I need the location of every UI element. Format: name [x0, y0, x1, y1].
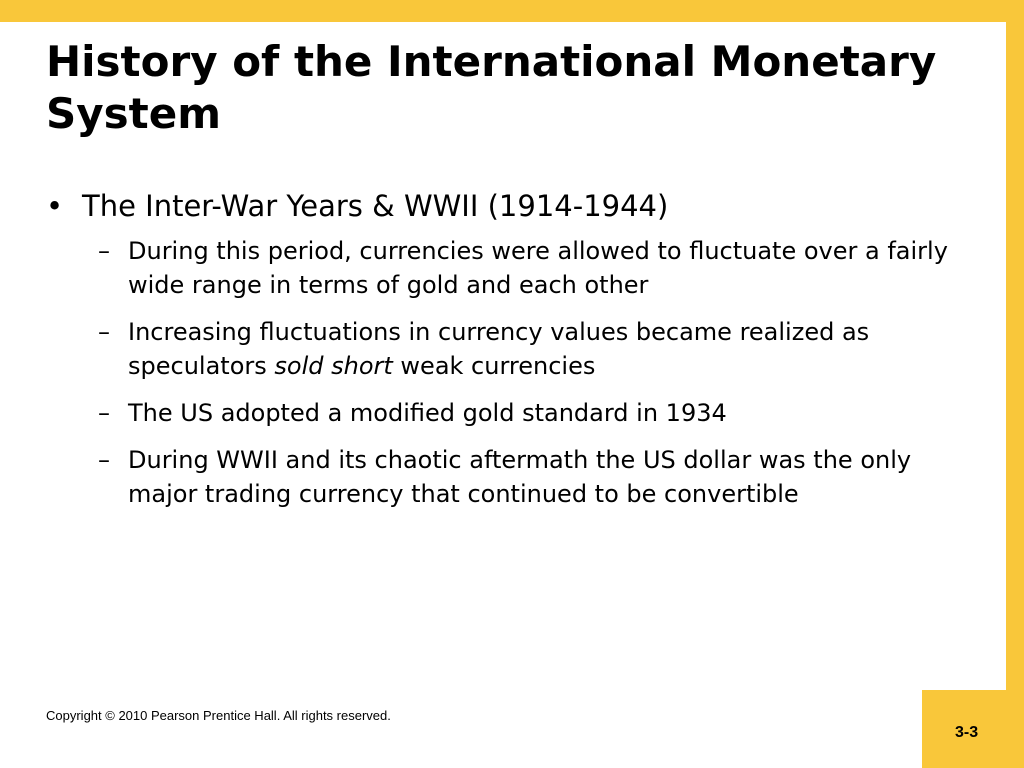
sub-bullet-3 [98, 396, 966, 430]
sub-bullet-text-before: Increasing fluctuations in currency values became realized as speculators [128, 318, 870, 380]
sub-bullet-2 [98, 315, 966, 383]
sub-bullet-italic: sold short [274, 352, 393, 380]
dash-marker: – [98, 399, 110, 427]
slide-title: History of the International Monetary System [46, 37, 937, 138]
sub-bullet-text-after: weak currencies [392, 352, 596, 380]
page-number: 3-3 [955, 724, 979, 741]
main-bullet-text: The Inter-War Years & WWII (1914-1944) [82, 189, 669, 223]
bullet-marker: • [46, 189, 64, 223]
dash-marker: – [98, 237, 110, 265]
slide-content [46, 188, 966, 524]
slide-canvas [0, 22, 1006, 768]
sub-bullet-1 [98, 234, 966, 302]
main-bullet [46, 188, 966, 224]
sub-bullet-text: The US adopted a modified gold standard in 1934 [128, 399, 727, 427]
sub-bullet-4 [98, 443, 966, 511]
sub-bullet-text: During this period, currencies were allowed to fluctuate over a fairly wide range in terms of gold and each other [128, 237, 948, 299]
copyright-footer: Copyright © 2010 Pearson Prentice Hall. All rights reserved. [46, 708, 391, 723]
dash-marker: – [98, 318, 110, 346]
dash-marker: – [98, 446, 110, 474]
sub-bullet-text: During WWII and its chaotic aftermath the US dollar was the only major trading currency that continued to be convertible [128, 446, 912, 508]
